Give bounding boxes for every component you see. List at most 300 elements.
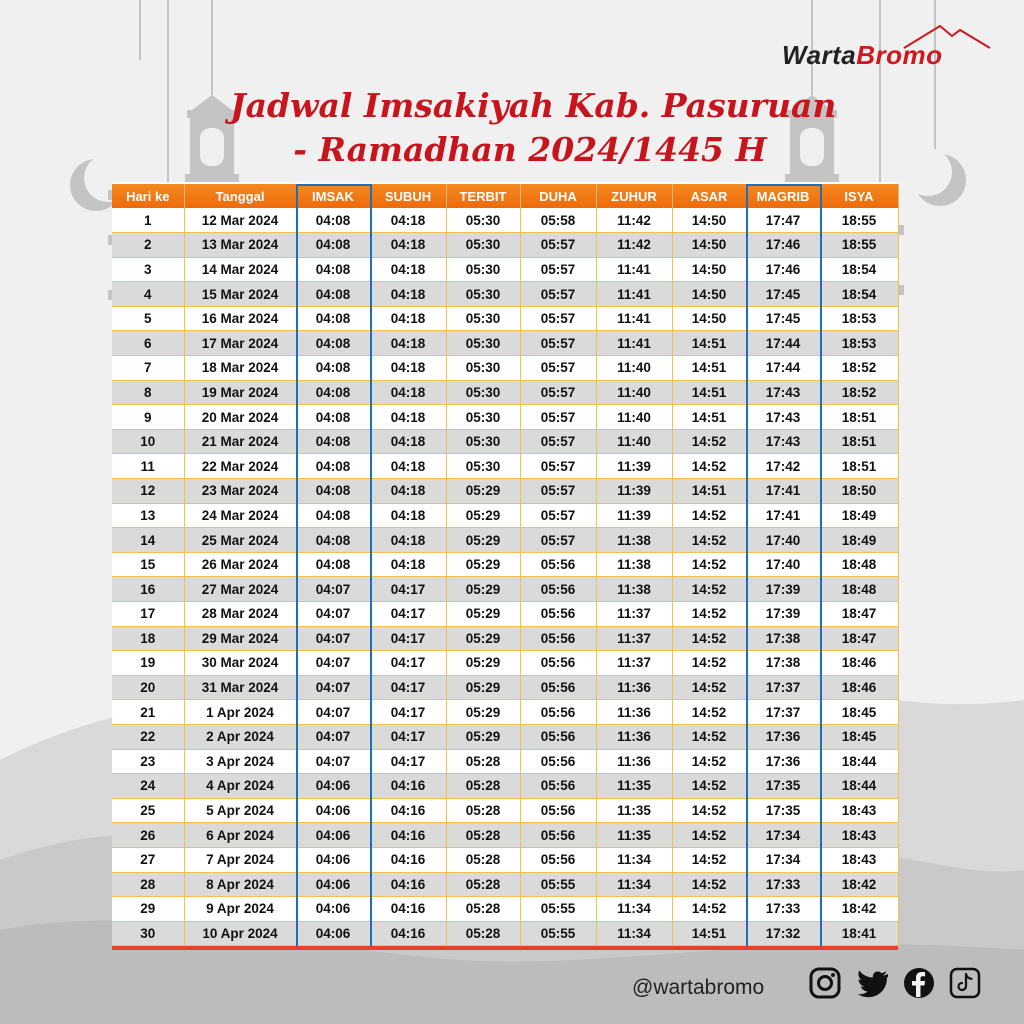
facebook-icon[interactable] xyxy=(902,966,936,1000)
table-cell: 29 Mar 2024 xyxy=(184,626,296,651)
column-header: ASAR xyxy=(672,184,746,208)
table-cell: 5 xyxy=(112,306,184,331)
table-cell: 18:42 xyxy=(820,872,898,897)
table-cell: 05:28 xyxy=(446,823,520,848)
table-row xyxy=(112,257,898,282)
table-cell: 14:52 xyxy=(672,503,746,528)
table-cell: 18:43 xyxy=(820,823,898,848)
table-cell: 04:18 xyxy=(370,479,446,504)
table-cell: 17:37 xyxy=(746,700,820,725)
table-cell: 14:52 xyxy=(672,528,746,553)
table-cell: 17:36 xyxy=(746,749,820,774)
table-cell: 14:52 xyxy=(672,626,746,651)
table-cell: 18:52 xyxy=(820,356,898,381)
table-row xyxy=(112,503,898,528)
table-cell: 28 Mar 2024 xyxy=(184,602,296,627)
table-row xyxy=(112,675,898,700)
table-cell: 05:56 xyxy=(520,700,596,725)
table-cell: 04:17 xyxy=(370,749,446,774)
table-cell: 04:08 xyxy=(296,233,370,258)
table-cell: 18 Mar 2024 xyxy=(184,356,296,381)
table-cell: 14:50 xyxy=(672,208,746,233)
table-row xyxy=(112,749,898,774)
table-cell: 10 xyxy=(112,429,184,454)
table-cell: 17:37 xyxy=(746,675,820,700)
table-cell: 05:30 xyxy=(446,331,520,356)
column-header: IMSAK xyxy=(296,184,370,208)
table-cell: 11:37 xyxy=(596,651,672,676)
table-cell: 04:17 xyxy=(370,724,446,749)
table-cell: 17 Mar 2024 xyxy=(184,331,296,356)
table-cell: 17:35 xyxy=(746,774,820,799)
table-cell: 18:51 xyxy=(820,405,898,430)
table-cell: 05:56 xyxy=(520,577,596,602)
table-cell: 29 xyxy=(112,897,184,922)
table-cell: 14:52 xyxy=(672,724,746,749)
table-cell: 20 Mar 2024 xyxy=(184,405,296,430)
table-cell: 14:51 xyxy=(672,356,746,381)
table-cell: 7 xyxy=(112,356,184,381)
table-cell: 04:07 xyxy=(296,749,370,774)
table-cell: 11:38 xyxy=(596,528,672,553)
table-cell: 10 Apr 2024 xyxy=(184,921,296,946)
table-cell: 05:28 xyxy=(446,847,520,872)
table-cell: 17:42 xyxy=(746,454,820,479)
table-cell: 18:46 xyxy=(820,651,898,676)
table-cell: 11:41 xyxy=(596,331,672,356)
table-cell: 04:17 xyxy=(370,700,446,725)
table-cell: 11:41 xyxy=(596,306,672,331)
table-row xyxy=(112,233,898,258)
instagram-icon[interactable] xyxy=(808,966,842,1000)
table-cell: 11:38 xyxy=(596,552,672,577)
table-row xyxy=(112,331,898,356)
table-cell: 04:08 xyxy=(296,306,370,331)
table-cell: 30 xyxy=(112,921,184,946)
table-cell: 8 Apr 2024 xyxy=(184,872,296,897)
table-cell: 05:29 xyxy=(446,602,520,627)
table-cell: 3 xyxy=(112,257,184,282)
table-cell: 18:45 xyxy=(820,724,898,749)
table-cell: 31 Mar 2024 xyxy=(184,675,296,700)
table-cell: 05:56 xyxy=(520,823,596,848)
table-cell: 05:30 xyxy=(446,380,520,405)
table-cell: 14 Mar 2024 xyxy=(184,257,296,282)
page-title-line-1: Jadwal Imsakiyah Kab. Pasuruan xyxy=(230,86,837,125)
table-cell: 25 Mar 2024 xyxy=(184,528,296,553)
table-cell: 17:44 xyxy=(746,331,820,356)
table-cell: 04:07 xyxy=(296,700,370,725)
table-cell: 17:43 xyxy=(746,380,820,405)
table-cell: 17:34 xyxy=(746,847,820,872)
table-cell: 05:28 xyxy=(446,749,520,774)
table-cell: 04:06 xyxy=(296,897,370,922)
table-cell: 05:57 xyxy=(520,503,596,528)
table-row xyxy=(112,454,898,479)
table-cell: 7 Apr 2024 xyxy=(184,847,296,872)
table-cell: 18:55 xyxy=(820,208,898,233)
table-cell: 15 xyxy=(112,552,184,577)
table-cell: 14:52 xyxy=(672,602,746,627)
table-cell: 11:38 xyxy=(596,577,672,602)
table-body xyxy=(112,208,898,946)
column-header: ISYA xyxy=(820,184,898,208)
table-cell: 05:57 xyxy=(520,257,596,282)
table-cell: 14:50 xyxy=(672,257,746,282)
table-cell: 18:49 xyxy=(820,528,898,553)
table-cell: 12 Mar 2024 xyxy=(184,208,296,233)
table-cell: 17:44 xyxy=(746,356,820,381)
table-cell: 17:40 xyxy=(746,552,820,577)
table-row xyxy=(112,872,898,897)
table-cell: 11:40 xyxy=(596,405,672,430)
table-cell: 18:55 xyxy=(820,233,898,258)
table-cell: 8 xyxy=(112,380,184,405)
table-cell: 05:29 xyxy=(446,700,520,725)
table-cell: 18:44 xyxy=(820,774,898,799)
table-cell: 05:28 xyxy=(446,921,520,946)
table-cell: 11:36 xyxy=(596,700,672,725)
table-cell: 1 Apr 2024 xyxy=(184,700,296,725)
table-cell: 04:18 xyxy=(370,503,446,528)
table-cell: 05:55 xyxy=(520,872,596,897)
table-cell: 18 xyxy=(112,626,184,651)
table-cell: 18:50 xyxy=(820,479,898,504)
table-cell: 27 Mar 2024 xyxy=(184,577,296,602)
table-cell: 14:51 xyxy=(672,921,746,946)
table-cell: 18:46 xyxy=(820,675,898,700)
table-cell: 05:56 xyxy=(520,847,596,872)
table-row xyxy=(112,282,898,307)
table-cell: 17:41 xyxy=(746,503,820,528)
table-cell: 11:37 xyxy=(596,626,672,651)
table-cell: 04:16 xyxy=(370,798,446,823)
column-header: DUHA xyxy=(520,184,596,208)
table-row xyxy=(112,626,898,651)
table-cell: 11:39 xyxy=(596,503,672,528)
table-row xyxy=(112,356,898,381)
table-cell: 18:52 xyxy=(820,380,898,405)
table-cell: 05:57 xyxy=(520,356,596,381)
table-cell: 14:52 xyxy=(672,872,746,897)
table-cell: 05:30 xyxy=(446,356,520,381)
table-row xyxy=(112,306,898,331)
table-cell: 25 xyxy=(112,798,184,823)
table-row xyxy=(112,700,898,725)
table-cell: 05:57 xyxy=(520,306,596,331)
table-cell: 11:34 xyxy=(596,872,672,897)
table-cell: 17:39 xyxy=(746,577,820,602)
table-cell: 04:16 xyxy=(370,921,446,946)
table-cell: 27 xyxy=(112,847,184,872)
table-cell: 04:08 xyxy=(296,380,370,405)
table-cell: 18:49 xyxy=(820,503,898,528)
table-row xyxy=(112,528,898,553)
table-cell: 26 xyxy=(112,823,184,848)
table-cell: 14:50 xyxy=(672,233,746,258)
table-cell: 17:39 xyxy=(746,602,820,627)
table-cell: 05:29 xyxy=(446,577,520,602)
table-cell: 05:56 xyxy=(520,774,596,799)
table-cell: 05:57 xyxy=(520,331,596,356)
social-handle: @wartabromo xyxy=(632,976,765,999)
table-cell: 14:52 xyxy=(672,774,746,799)
table-cell: 17:46 xyxy=(746,257,820,282)
table-cell: 05:57 xyxy=(520,454,596,479)
table-cell: 05:30 xyxy=(446,282,520,307)
table-cell: 05:29 xyxy=(446,651,520,676)
table-cell: 05:55 xyxy=(520,897,596,922)
table-cell: 04:08 xyxy=(296,528,370,553)
table-cell: 04:18 xyxy=(370,233,446,258)
table-cell: 23 Mar 2024 xyxy=(184,479,296,504)
table-cell: 04:18 xyxy=(370,405,446,430)
table-cell: 04:18 xyxy=(370,528,446,553)
table-cell: 04:08 xyxy=(296,331,370,356)
table-cell: 04:17 xyxy=(370,577,446,602)
table-row xyxy=(112,577,898,602)
table-cell: 04:08 xyxy=(296,552,370,577)
table-cell: 04:17 xyxy=(370,602,446,627)
table-cell: 18:51 xyxy=(820,429,898,454)
table-cell: 13 Mar 2024 xyxy=(184,233,296,258)
table-cell: 11:34 xyxy=(596,897,672,922)
table-cell: 05:29 xyxy=(446,552,520,577)
table-cell: 05:29 xyxy=(446,675,520,700)
table-cell: 17:47 xyxy=(746,208,820,233)
table-cell: 12 xyxy=(112,479,184,504)
table-cell: 05:29 xyxy=(446,503,520,528)
table-cell: 9 xyxy=(112,405,184,430)
table-cell: 17:46 xyxy=(746,233,820,258)
table-cell: 11:41 xyxy=(596,282,672,307)
table-cell: 17:36 xyxy=(746,724,820,749)
table-cell: 05:29 xyxy=(446,479,520,504)
table-cell: 05:28 xyxy=(446,897,520,922)
column-header: ZUHUR xyxy=(596,184,672,208)
table-cell: 18:41 xyxy=(820,921,898,946)
table-cell: 11:40 xyxy=(596,380,672,405)
table-cell: 14:52 xyxy=(672,552,746,577)
table-cell: 14 xyxy=(112,528,184,553)
column-header: TERBIT xyxy=(446,184,520,208)
table-cell: 14:52 xyxy=(672,823,746,848)
table-cell: 26 Mar 2024 xyxy=(184,552,296,577)
table-cell: 05:56 xyxy=(520,749,596,774)
table-cell: 04:18 xyxy=(370,282,446,307)
table-cell: 11:36 xyxy=(596,749,672,774)
table-cell: 04:06 xyxy=(296,798,370,823)
table-cell: 17:41 xyxy=(746,479,820,504)
table-cell: 15 Mar 2024 xyxy=(184,282,296,307)
table-cell: 11:39 xyxy=(596,454,672,479)
table-cell: 04:06 xyxy=(296,847,370,872)
table-cell: 16 xyxy=(112,577,184,602)
table-cell: 14:52 xyxy=(672,897,746,922)
table-cell: 05:56 xyxy=(520,798,596,823)
table-cell: 11:42 xyxy=(596,233,672,258)
table-row xyxy=(112,847,898,872)
page-title-line-2: - Ramadhan 2024/1445 H xyxy=(293,130,767,169)
table-cell: 04:08 xyxy=(296,429,370,454)
table-cell: 05:29 xyxy=(446,528,520,553)
table-row xyxy=(112,405,898,430)
table-cell: 04:17 xyxy=(370,626,446,651)
table-bottom-bar xyxy=(112,946,898,950)
table-cell: 18:42 xyxy=(820,897,898,922)
table-cell: 17:33 xyxy=(746,872,820,897)
table-cell: 24 Mar 2024 xyxy=(184,503,296,528)
table-cell: 18:45 xyxy=(820,700,898,725)
table-cell: 11:35 xyxy=(596,823,672,848)
table-row xyxy=(112,208,898,233)
table-row xyxy=(112,479,898,504)
table-cell: 05:30 xyxy=(446,405,520,430)
table-cell: 04:18 xyxy=(370,306,446,331)
table-cell: 04:18 xyxy=(370,356,446,381)
table-cell: 11:42 xyxy=(596,208,672,233)
table-cell: 17:45 xyxy=(746,282,820,307)
table-cell: 2 xyxy=(112,233,184,258)
table-cell: 18:44 xyxy=(820,749,898,774)
table-cell: 11:36 xyxy=(596,724,672,749)
table-cell: 05:58 xyxy=(520,208,596,233)
table-row xyxy=(112,724,898,749)
table-row xyxy=(112,823,898,848)
table-cell: 05:30 xyxy=(446,429,520,454)
table-cell: 05:57 xyxy=(520,282,596,307)
table-cell: 05:57 xyxy=(520,479,596,504)
table-cell: 14:50 xyxy=(672,306,746,331)
table-cell: 14:51 xyxy=(672,380,746,405)
table-cell: 11:36 xyxy=(596,675,672,700)
table-cell: 11:41 xyxy=(596,257,672,282)
table-cell: 18:48 xyxy=(820,552,898,577)
table-cell: 05:56 xyxy=(520,724,596,749)
table-cell: 9 Apr 2024 xyxy=(184,897,296,922)
twitter-icon[interactable] xyxy=(856,966,890,1000)
table-cell: 11 xyxy=(112,454,184,479)
table-row xyxy=(112,429,898,454)
table-cell: 05:57 xyxy=(520,405,596,430)
table-cell: 04:16 xyxy=(370,847,446,872)
table-cell: 28 xyxy=(112,872,184,897)
table-cell: 11:37 xyxy=(596,602,672,627)
table-cell: 05:57 xyxy=(520,528,596,553)
table-cell: 04:06 xyxy=(296,872,370,897)
table-cell: 05:57 xyxy=(520,233,596,258)
table-row xyxy=(112,651,898,676)
table-cell: 6 Apr 2024 xyxy=(184,823,296,848)
column-header: Hari ke xyxy=(112,184,184,208)
table-cell: 18:48 xyxy=(820,577,898,602)
table-cell: 13 xyxy=(112,503,184,528)
table-row xyxy=(112,897,898,922)
table-cell: 23 xyxy=(112,749,184,774)
table-cell: 04:07 xyxy=(296,651,370,676)
table-cell: 05:28 xyxy=(446,774,520,799)
table-cell: 04:06 xyxy=(296,921,370,946)
table-cell: 04:07 xyxy=(296,577,370,602)
table-cell: 04:18 xyxy=(370,552,446,577)
table-row xyxy=(112,774,898,799)
table-cell: 5 Apr 2024 xyxy=(184,798,296,823)
table-cell: 11:40 xyxy=(596,429,672,454)
table-cell: 04:16 xyxy=(370,872,446,897)
table-cell: 4 Apr 2024 xyxy=(184,774,296,799)
schedule-table xyxy=(112,184,899,946)
schedule-table-container xyxy=(112,182,898,950)
table-cell: 14:52 xyxy=(672,429,746,454)
tiktok-icon[interactable] xyxy=(948,966,982,1000)
table-cell: 21 Mar 2024 xyxy=(184,429,296,454)
table-cell: 3 Apr 2024 xyxy=(184,749,296,774)
table-cell: 16 Mar 2024 xyxy=(184,306,296,331)
table-cell: 14:52 xyxy=(672,749,746,774)
table-cell: 22 xyxy=(112,724,184,749)
table-cell: 05:28 xyxy=(446,798,520,823)
table-cell: 18:43 xyxy=(820,847,898,872)
table-cell: 24 xyxy=(112,774,184,799)
table-cell: 21 xyxy=(112,700,184,725)
table-cell: 04:07 xyxy=(296,724,370,749)
table-cell: 05:29 xyxy=(446,724,520,749)
table-cell: 04:17 xyxy=(370,651,446,676)
table-cell: 05:56 xyxy=(520,552,596,577)
brand-name-part-b: Bromo xyxy=(856,40,943,70)
table-cell: 17:40 xyxy=(746,528,820,553)
table-cell: 04:06 xyxy=(296,774,370,799)
table-cell: 18:54 xyxy=(820,257,898,282)
table-cell: 04:08 xyxy=(296,454,370,479)
table-cell: 17:33 xyxy=(746,897,820,922)
table-cell: 05:57 xyxy=(520,429,596,454)
table-row xyxy=(112,602,898,627)
table-cell: 05:57 xyxy=(520,380,596,405)
table-cell: 05:56 xyxy=(520,602,596,627)
brand-name-part-a: Warta xyxy=(782,40,857,70)
table-cell: 04:08 xyxy=(296,479,370,504)
table-cell: 17:34 xyxy=(746,823,820,848)
table-cell: 05:56 xyxy=(520,626,596,651)
table-cell: 11:35 xyxy=(596,774,672,799)
table-cell: 18:53 xyxy=(820,306,898,331)
table-cell: 05:28 xyxy=(446,872,520,897)
table-cell: 18:47 xyxy=(820,626,898,651)
table-cell: 04:08 xyxy=(296,282,370,307)
table-cell: 04:16 xyxy=(370,774,446,799)
table-cell: 14:52 xyxy=(672,847,746,872)
table-cell: 04:18 xyxy=(370,380,446,405)
table-cell: 05:30 xyxy=(446,233,520,258)
table-cell: 04:18 xyxy=(370,454,446,479)
column-header: SUBUH xyxy=(370,184,446,208)
brand-logo xyxy=(782,22,997,82)
table-cell: 17:45 xyxy=(746,306,820,331)
table-cell: 04:18 xyxy=(370,429,446,454)
table-cell: 04:16 xyxy=(370,823,446,848)
table-cell: 11:39 xyxy=(596,479,672,504)
table-cell: 04:07 xyxy=(296,602,370,627)
table-cell: 6 xyxy=(112,331,184,356)
column-header: Tanggal xyxy=(184,184,296,208)
table-cell: 14:51 xyxy=(672,405,746,430)
table-cell: 17:43 xyxy=(746,429,820,454)
table-cell: 05:30 xyxy=(446,208,520,233)
table-cell: 17:32 xyxy=(746,921,820,946)
table-cell: 14:52 xyxy=(672,454,746,479)
table-cell: 17:43 xyxy=(746,405,820,430)
